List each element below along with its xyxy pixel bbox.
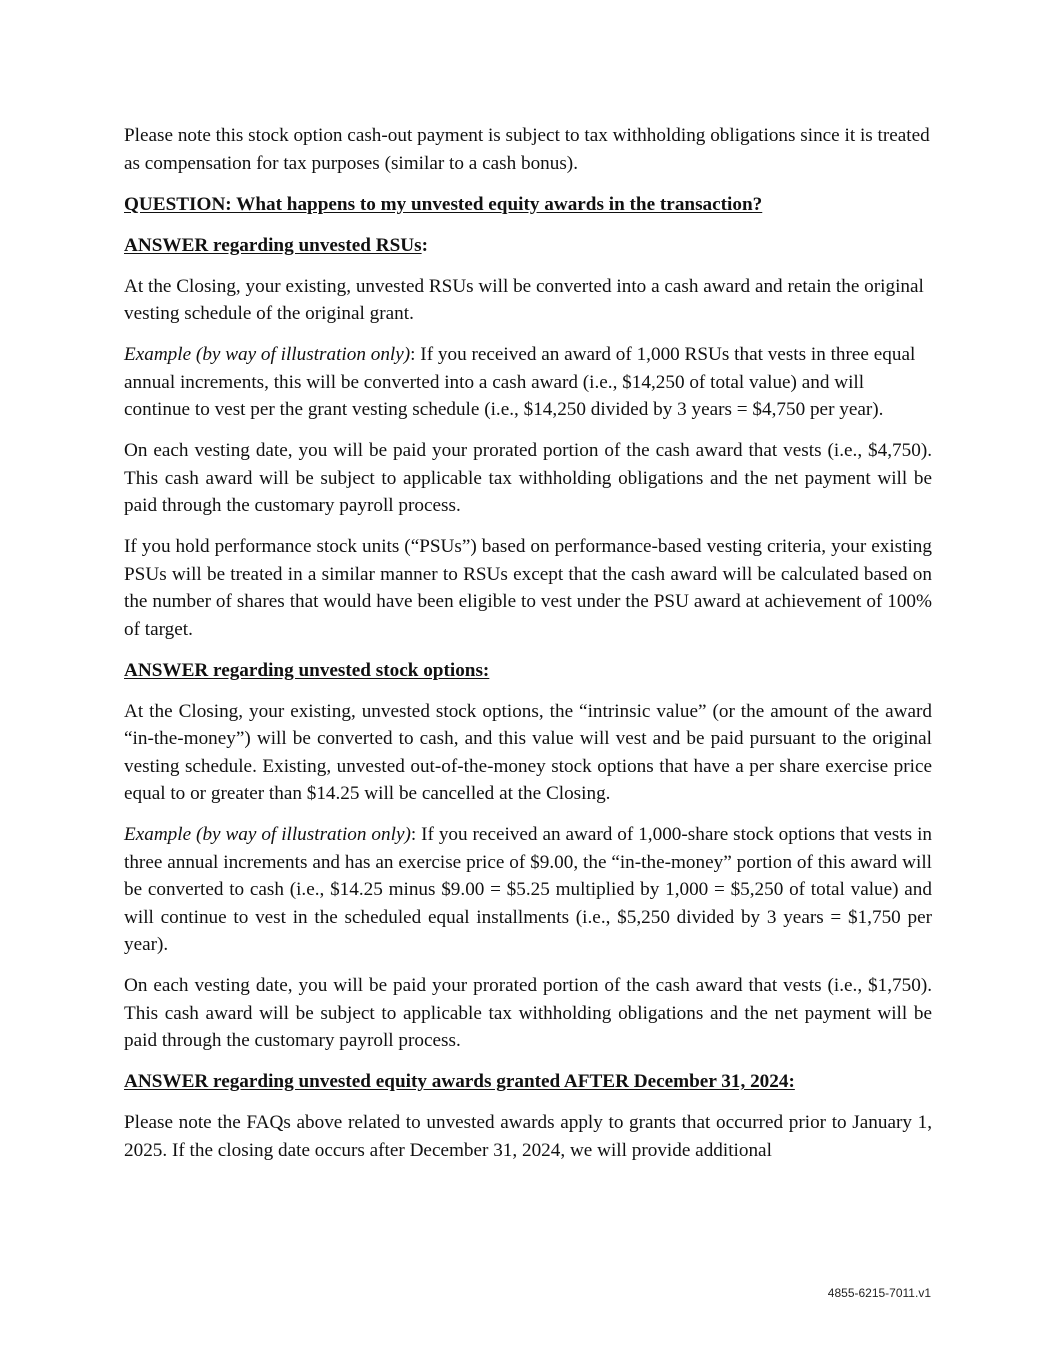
rsu-example-text: : If you received an award of 1,000 RSUs that vests in three equal annual increments, this will be converted into a cash award (i.e., $14,250 of total value) and will continue to vest per the grant vesting schedule (i.e., $14,250 divided by 3 years = $4,750 per year). xyxy=(124,344,916,420)
rsu-example-paragraph xyxy=(124,341,932,424)
question-heading xyxy=(124,191,932,219)
rsu-answer-heading xyxy=(124,232,932,260)
cashout-tax-note: Please note this stock option cash-out payment is subject to tax withholding obligations since it is treated as compensation for tax purposes (similar to a cash bonus). xyxy=(124,125,930,174)
rsu-answer-heading-text: ANSWER regarding unvested RSUs xyxy=(124,234,422,256)
document-body xyxy=(124,122,932,1178)
document-id-footer: 4855-6215-7011.v1 xyxy=(827,1286,931,1300)
options-answer-heading-text: ANSWER regarding unvested stock options: xyxy=(124,659,490,681)
after-2024-answer-heading-text: ANSWER regarding unvested equity awards granted AFTER December 31, 2024: xyxy=(124,1071,795,1092)
question-heading-text: QUESTION: What happens to my unvested equity awards in the transaction? xyxy=(124,193,763,215)
rsu-answer-heading-colon: : xyxy=(421,234,429,256)
psu-paragraph: If you hold performance stock units (“PSUs”) based on performance-based vesting criteria, your existing PSUs will be treated in a similar manner to RSUs except that the cash award will be calculated based on the number of shares that would have been eligible to vest under the PSU award at achievement of 100% of target. xyxy=(124,536,932,640)
rsu-vesting-payment-paragraph: On each vesting date, you will be paid your prorated portion of the cash award that vests (i.e., $4,750). This cash award will be subject to applicable tax withholding obligations and the net payment will be paid through the customary payroll process. xyxy=(124,440,932,516)
after-2024-answer-heading xyxy=(124,1068,932,1096)
options-answer-heading xyxy=(124,657,932,685)
options-vesting-payment-paragraph: On each vesting date, you will be paid your prorated portion of the cash award that vests (i.e., $1,750). This cash award will be subject to applicable tax withholding obligations and the net payment will be paid through the customary payroll process. xyxy=(124,975,932,1051)
options-example-label: Example (by way of illustration only) xyxy=(124,824,411,845)
options-example-paragraph xyxy=(124,821,932,959)
options-example-text: : If you received an award of 1,000-share stock options that vests in three annual increments and has an exercise price of $9.00, the “in-the-money” portion of this award will be converted to cash (i.e., $14.25 minus $9.00 = $5.25 multiplied by 1,000 = $5,250 of total value) and will continue to vest in the scheduled equal installments (i.e., $5,250 divided by 3 years = $1,750 per year). xyxy=(124,824,932,955)
rsu-conversion-paragraph: At the Closing, your existing, unvested RSUs will be converted into a cash award and retain the original vesting schedule of the original grant. xyxy=(124,275,924,324)
rsu-example-label: Example (by way of illustration only) xyxy=(124,344,411,365)
after-2024-paragraph: Please note the FAQs above related to unvested awards apply to grants that occurred prior to January 1, 2025. If the closing date occurs after December 31, 2024, we will provide additional xyxy=(124,1112,932,1161)
options-conversion-paragraph: At the Closing, your existing, unvested stock options, the “intrinsic value” (or the amount of the award “in-the-money”) will be converted to cash, and this value will vest and be paid pursuant to the original vesting schedule. Existing, unvested out-of-the-money stock options that have a per share exercise price equal to or greater than $14.25 will be cancelled at the Closing. xyxy=(124,700,932,804)
